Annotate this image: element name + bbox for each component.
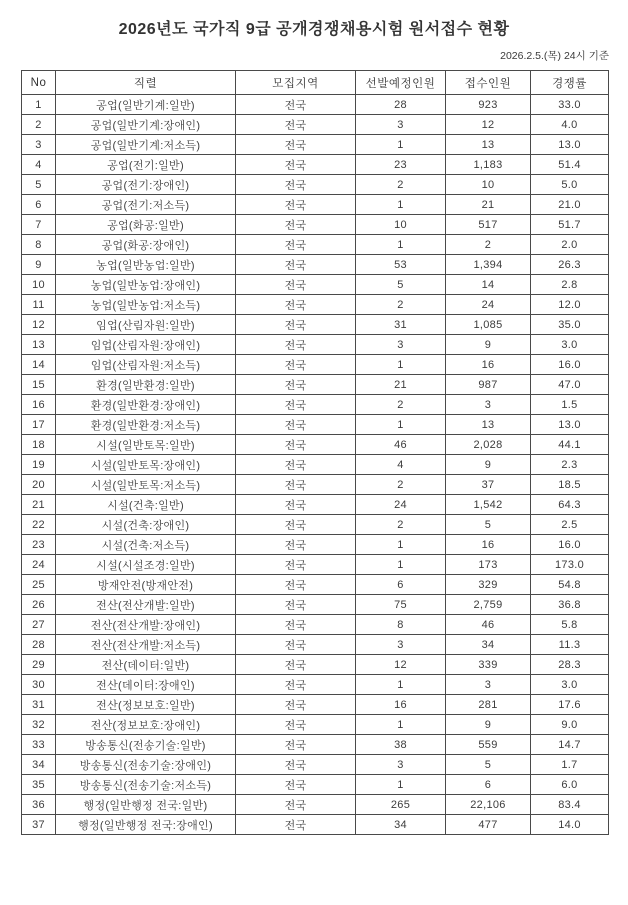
table-cell: 전국 [236,595,356,615]
table-cell: 16 [22,395,56,415]
table-cell: 2.8 [531,275,609,295]
table-cell: 전국 [236,715,356,735]
table-cell: 전국 [236,555,356,575]
table-cell: 34 [356,815,446,835]
table-cell: 전국 [236,435,356,455]
application-status-table [21,70,609,835]
table-row [22,755,609,775]
table-cell: 64.3 [531,495,609,515]
table-cell: 26.3 [531,255,609,275]
table-cell: 1,394 [446,255,531,275]
table-row [22,615,609,635]
table-row [22,815,609,835]
table-cell: 27 [22,615,56,635]
table-cell: 2.3 [531,455,609,475]
table-cell: 4 [356,455,446,475]
table-cell: 21 [356,375,446,395]
table-cell: 53 [356,255,446,275]
table-cell: 1 [356,675,446,695]
table-cell: 임업(산림자원:저소득) [56,355,236,375]
table-row [22,555,609,575]
table-cell: 9 [446,335,531,355]
table-cell: 8 [356,615,446,635]
table-cell: 46 [356,435,446,455]
table-cell: 173 [446,555,531,575]
table-cell: 전산(전산개발:일반) [56,595,236,615]
table-cell: 공업(화공:일반) [56,215,236,235]
table-cell: 농업(일반농업:장애인) [56,275,236,295]
table-cell: 전국 [236,215,356,235]
table-cell: 265 [356,795,446,815]
table-cell: 37 [446,475,531,495]
table-cell: 13.0 [531,415,609,435]
column-header-3: 선발예정인원 [356,71,446,95]
table-cell: 2 [356,295,446,315]
table-cell: 14 [446,275,531,295]
table-cell: 전국 [236,795,356,815]
table-cell: 16 [446,535,531,555]
table-cell: 5 [446,755,531,775]
table-cell: 시설(시설조경:일반) [56,555,236,575]
table-cell: 12.0 [531,295,609,315]
table-cell: 전국 [236,675,356,695]
table-row [22,375,609,395]
table-cell: 방재안전(방재안전) [56,575,236,595]
table-cell: 1,542 [446,495,531,515]
table-cell: 281 [446,695,531,715]
page-title: 2026년도 국가직 9급 공개경쟁채용시험 원서접수 현황 [118,21,510,38]
table-cell: 10 [356,215,446,235]
table-cell: 방송통신(전송기술:장애인) [56,755,236,775]
table-row [22,415,609,435]
table-cell: 54.8 [531,575,609,595]
table-row [22,275,609,295]
table-cell: 전국 [236,455,356,475]
table-cell: 9 [22,255,56,275]
table-cell: 1 [356,235,446,255]
table-cell: 12 [446,115,531,135]
table-cell: 24 [356,495,446,515]
table-cell: 공업(일반기계:일반) [56,95,236,115]
table-row [22,575,609,595]
table-row [22,475,609,495]
table-cell: 35 [22,775,56,795]
table-cell: 20 [22,475,56,495]
table-cell: 517 [446,215,531,235]
table-cell: 16 [446,355,531,375]
table-cell: 10 [446,175,531,195]
table-cell: 23 [22,535,56,555]
table-cell: 전국 [236,615,356,635]
table-cell: 9 [446,455,531,475]
table-cell: 전국 [236,375,356,395]
table-cell: 전국 [236,155,356,175]
table-cell: 4.0 [531,115,609,135]
table-cell: 시설(일반토목:저소득) [56,475,236,495]
table-cell: 임업(산림자원:일반) [56,315,236,335]
table-cell: 전국 [236,635,356,655]
table-cell: 환경(일반환경:장애인) [56,395,236,415]
table-cell: 전국 [236,495,356,515]
table-cell: 1 [356,535,446,555]
column-header-1: 직렬 [56,71,236,95]
table-cell: 7 [22,215,56,235]
table-row [22,715,609,735]
reference-date: 2026.2.5.(목) 24시 기준 [500,50,609,62]
table-body [22,95,609,835]
table-cell: 339 [446,655,531,675]
table-cell: 22,106 [446,795,531,815]
table-cell: 28.3 [531,655,609,675]
table-cell: 전국 [236,735,356,755]
table-cell: 환경(일반환경:저소득) [56,415,236,435]
table-cell: 공업(일반기계:장애인) [56,115,236,135]
table-cell: 3 [22,135,56,155]
table-cell: 전국 [236,815,356,835]
table-cell: 1 [356,355,446,375]
table-cell: 1.7 [531,755,609,775]
table-cell: 22 [22,515,56,535]
table-row [22,675,609,695]
table-cell: 전국 [236,255,356,275]
table-row [22,435,609,455]
table-cell: 9 [446,715,531,735]
table-row [22,695,609,715]
table-cell: 전산(정보보호:장애인) [56,715,236,735]
table-cell: 6.0 [531,775,609,795]
table-cell: 3 [356,635,446,655]
table-cell: 17.6 [531,695,609,715]
table-cell: 3 [356,335,446,355]
table-cell: 44.1 [531,435,609,455]
table-row [22,655,609,675]
table-cell: 3.0 [531,675,609,695]
table-header-row [22,71,609,95]
table-cell: 32 [22,715,56,735]
table-cell: 47.0 [531,375,609,395]
table-cell: 18 [22,435,56,455]
table-cell: 전국 [236,475,356,495]
table-cell: 5.0 [531,175,609,195]
table-cell: 임업(산림자원:장애인) [56,335,236,355]
table-cell: 13 [22,335,56,355]
table-row [22,215,609,235]
table-cell: 329 [446,575,531,595]
table-cell: 시설(건축:저소득) [56,535,236,555]
table-cell: 5 [22,175,56,195]
table-cell: 12 [22,315,56,335]
table-cell: 5 [356,275,446,295]
table-row [22,155,609,175]
table-row [22,115,609,135]
column-header-0: No [22,71,56,95]
table-cell: 36 [22,795,56,815]
table-cell: 37 [22,815,56,835]
table-cell: 13 [446,135,531,155]
column-header-2: 모집지역 [236,71,356,95]
table-cell: 공업(일반기계:저소득) [56,135,236,155]
table-row [22,775,609,795]
table-cell: 26 [22,595,56,615]
table-cell: 공업(화공:장애인) [56,235,236,255]
table-cell: 전국 [236,575,356,595]
table-cell: 1 [356,715,446,735]
table-cell: 173.0 [531,555,609,575]
table-cell: 농업(일반농업:일반) [56,255,236,275]
table-cell: 923 [446,95,531,115]
table-cell: 전산(전산개발:장애인) [56,615,236,635]
table-row [22,135,609,155]
table-cell: 16.0 [531,355,609,375]
table-cell: 전국 [236,395,356,415]
table-cell: 공업(전기:저소득) [56,195,236,215]
table-cell: 1 [356,555,446,575]
table-cell: 14.7 [531,735,609,755]
table-cell: 11 [22,295,56,315]
table-cell: 2 [356,175,446,195]
table-row [22,315,609,335]
table-cell: 전국 [236,535,356,555]
table-row [22,195,609,215]
table-row [22,235,609,255]
table-cell: 559 [446,735,531,755]
table-cell: 36.8 [531,595,609,615]
table-cell: 시설(건축:장애인) [56,515,236,535]
table-cell: 21 [446,195,531,215]
table-cell: 30 [22,675,56,695]
table-cell: 18.5 [531,475,609,495]
table-cell: 33 [22,735,56,755]
table-cell: 28 [356,95,446,115]
table-row [22,295,609,315]
table-cell: 전국 [236,315,356,335]
column-header-4: 접수인원 [446,71,531,95]
table-cell: 9.0 [531,715,609,735]
table-cell: 전국 [236,335,356,355]
table-cell: 21 [22,495,56,515]
table-cell: 46 [446,615,531,635]
table-cell: 6 [356,575,446,595]
table-cell: 시설(일반토목:일반) [56,435,236,455]
table-cell: 19 [22,455,56,475]
table-cell: 행정(일반행정 전국:장애인) [56,815,236,835]
table-cell: 14 [22,355,56,375]
table-cell: 11.3 [531,635,609,655]
table-row [22,535,609,555]
table-row [22,95,609,115]
table-cell: 시설(건축:일반) [56,495,236,515]
table-row [22,635,609,655]
table-cell: 전산(데이터:일반) [56,655,236,675]
table-row [22,735,609,755]
table-cell: 전국 [236,115,356,135]
table-cell: 2.0 [531,235,609,255]
table-cell: 35.0 [531,315,609,335]
table-cell: 전국 [236,295,356,315]
table-cell: 4 [22,155,56,175]
table-row [22,795,609,815]
table-cell: 전산(정보보호:일반) [56,695,236,715]
table-row [22,595,609,615]
table-cell: 2.5 [531,515,609,535]
table-cell: 행정(일반행정 전국:일반) [56,795,236,815]
table-cell: 38 [356,735,446,755]
table-cell: 23 [356,155,446,175]
table-cell: 987 [446,375,531,395]
table-cell: 전국 [236,755,356,775]
table-cell: 전국 [236,775,356,795]
table-cell: 전국 [236,235,356,255]
table-cell: 28 [22,635,56,655]
table-cell: 10 [22,275,56,295]
table-cell: 전국 [236,195,356,215]
table-cell: 6 [22,195,56,215]
table-cell: 3 [446,395,531,415]
table-cell: 34 [446,635,531,655]
table-cell: 2 [356,515,446,535]
table-cell: 12 [356,655,446,675]
table-cell: 2 [356,475,446,495]
table-cell: 시설(일반토목:장애인) [56,455,236,475]
table-cell: 환경(일반환경:일반) [56,375,236,395]
table-cell: 17 [22,415,56,435]
table-cell: 21.0 [531,195,609,215]
table-cell: 전국 [236,355,356,375]
column-header-5: 경쟁률 [531,71,609,95]
table-cell: 1,183 [446,155,531,175]
table-cell: 15 [22,375,56,395]
table-cell: 전국 [236,95,356,115]
table-cell: 전국 [236,695,356,715]
table-cell: 전국 [236,275,356,295]
table-cell: 전산(데이터:장애인) [56,675,236,695]
table-cell: 전국 [236,515,356,535]
table-row [22,255,609,275]
table-cell: 1,085 [446,315,531,335]
table-cell: 전국 [236,655,356,675]
table-cell: 2 [22,115,56,135]
table-cell: 31 [22,695,56,715]
table-cell: 방송통신(전송기술:저소득) [56,775,236,795]
table-cell: 1.5 [531,395,609,415]
table-cell: 1 [22,95,56,115]
table-cell: 2 [356,395,446,415]
table-cell: 477 [446,815,531,835]
table-row [22,515,609,535]
table-cell: 16 [356,695,446,715]
table-row [22,455,609,475]
table-cell: 51.7 [531,215,609,235]
table-cell: 3 [356,115,446,135]
table-cell: 6 [446,775,531,795]
table-cell: 33.0 [531,95,609,115]
table-cell: 1 [356,135,446,155]
table-cell: 공업(전기:일반) [56,155,236,175]
table-cell: 1 [356,415,446,435]
table-cell: 75 [356,595,446,615]
table-cell: 13.0 [531,135,609,155]
table-row [22,495,609,515]
table-cell: 방송통신(전송기술:일반) [56,735,236,755]
table-cell: 2 [446,235,531,255]
table-cell: 31 [356,315,446,335]
table-cell: 3 [356,755,446,775]
table-row [22,395,609,415]
table-cell: 공업(전기:장애인) [56,175,236,195]
table-cell: 2,759 [446,595,531,615]
table-cell: 83.4 [531,795,609,815]
table-cell: 5.8 [531,615,609,635]
table-cell: 전국 [236,175,356,195]
table-cell: 2,028 [446,435,531,455]
table-cell: 1 [356,775,446,795]
table-cell: 1 [356,195,446,215]
table-cell: 51.4 [531,155,609,175]
table-cell: 34 [22,755,56,775]
table-cell: 24 [446,295,531,315]
table-cell: 16.0 [531,535,609,555]
table-cell: 3 [446,675,531,695]
table-cell: 전국 [236,135,356,155]
table-cell: 5 [446,515,531,535]
table-row [22,355,609,375]
table-row [22,335,609,355]
table-cell: 3.0 [531,335,609,355]
table-cell: 13 [446,415,531,435]
table-cell: 전산(전산개발:저소득) [56,635,236,655]
table-cell: 24 [22,555,56,575]
table-cell: 14.0 [531,815,609,835]
table-cell: 29 [22,655,56,675]
table-cell: 25 [22,575,56,595]
table-row [22,175,609,195]
table-cell: 8 [22,235,56,255]
table-cell: 전국 [236,415,356,435]
table-cell: 농업(일반농업:저소득) [56,295,236,315]
